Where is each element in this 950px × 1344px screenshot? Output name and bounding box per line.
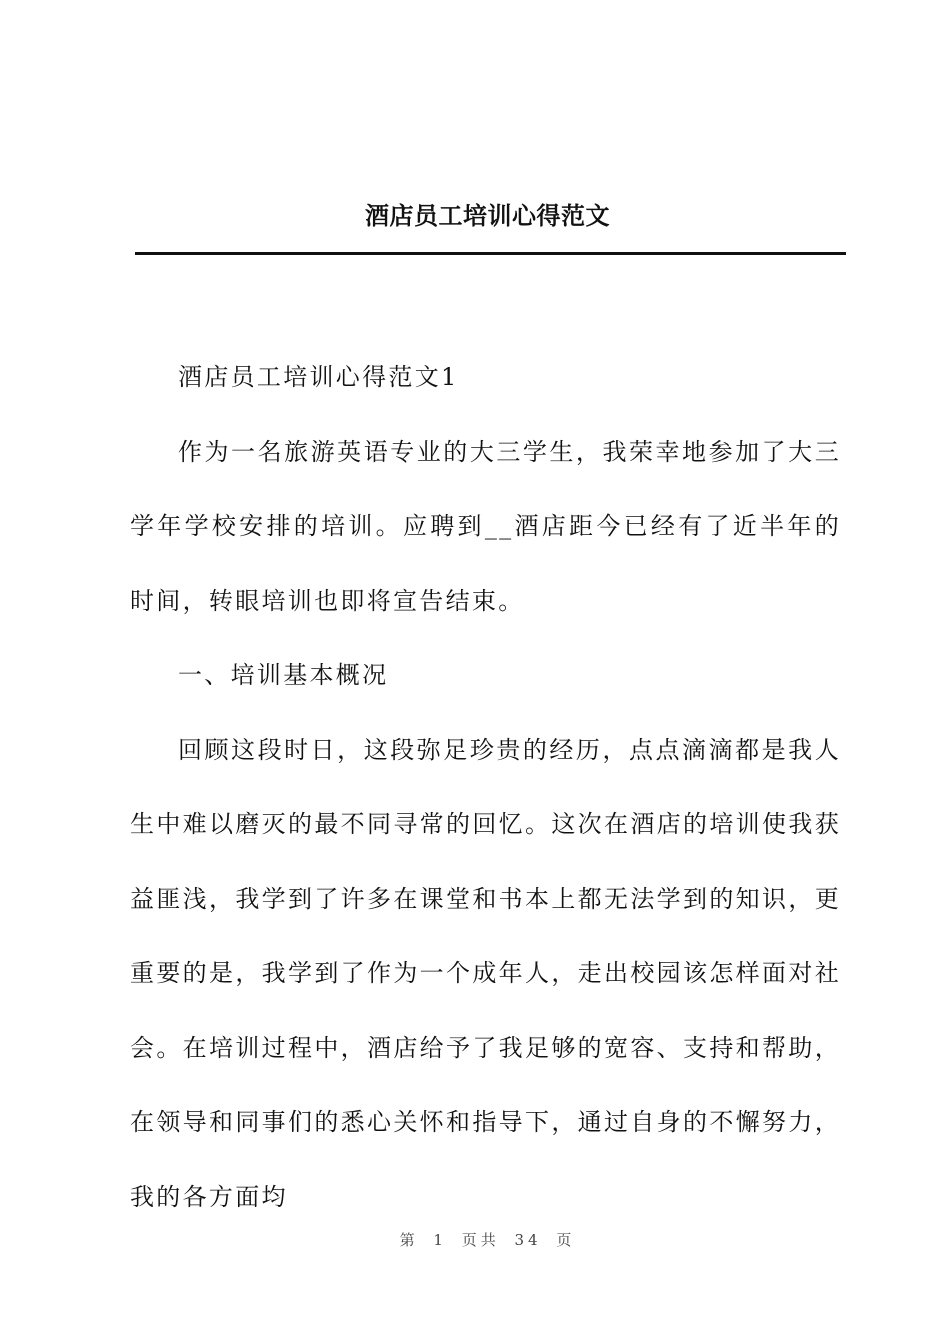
page-footer: 第 1 页共 34 页 [399,1231,576,1249]
document-title: 酒店员工培训心得范文 [365,201,610,230]
paragraph: 回顾这段时日，这段弥足珍贵的经历，点点滴滴都是我人生中难以磨灭的最不同寻常的回忆。这次在酒店的培训使我获益匪浅，我学到了许多在课堂和书本上都无法学到的知识，更重要的是，我学到了作为一个成年人，走出校园该怎样面对社会。在培训过程中，酒店给予了我足够的宽容、支持和帮助，在领导和同事们的悉心关怀和指导下，通过自身的不懈努力，我的各方面均 [130,735,841,1211]
title-divider [135,252,846,255]
paragraph: 作为一名旅游英语专业的大三学生，我荣幸地参加了大三学年学校安排的培训。应聘到__酒店距今已经有了近半年的时间，转眼培训也即将宣告结束。 [130,437,841,615]
section-heading: 酒店员工培训心得范文1 [178,363,459,391]
section-heading: 一、培训基本概况 [178,661,389,689]
document-body [130,340,841,1234]
